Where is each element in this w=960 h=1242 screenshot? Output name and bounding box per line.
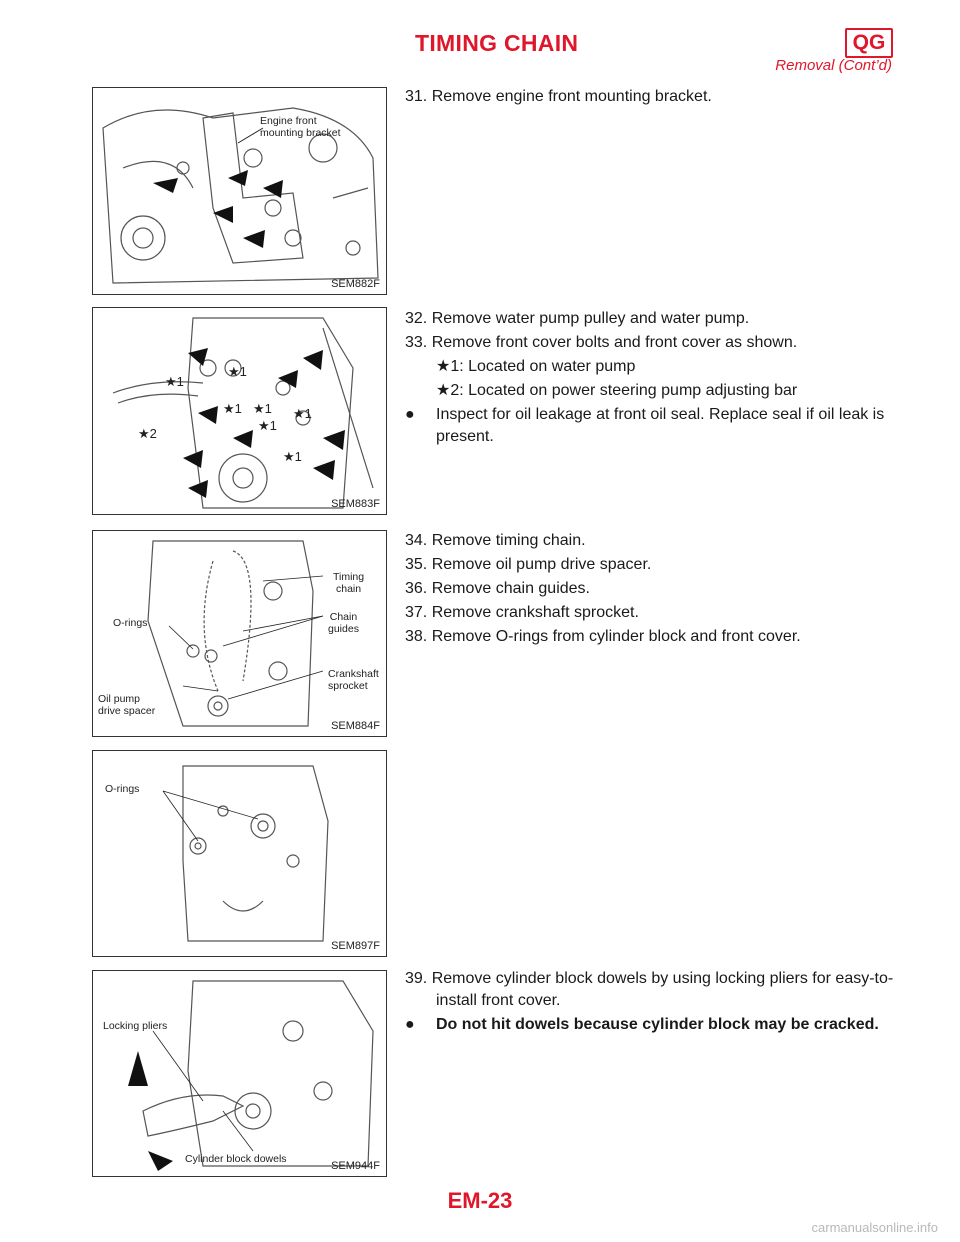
- label-o-rings: O-rings: [105, 783, 140, 795]
- label-star1-a: ★1: [165, 374, 184, 389]
- page-number: EM-23: [447, 1188, 513, 1213]
- engine-bracket-illustration: [93, 88, 386, 294]
- step-31: 31. Remove engine front mounting bracket.: [405, 88, 712, 105]
- label-star1-d: ★1: [253, 401, 272, 416]
- label-star2: ★2: [138, 426, 157, 441]
- step-33-note-1: ★1: Located on water pump: [436, 358, 636, 375]
- label-crankshaft-sprocket: Crankshaft sprocket: [328, 668, 379, 692]
- steps-34-38: [405, 530, 895, 650]
- figure-front-cover-bolts: [92, 307, 387, 515]
- label-chain-guides: Chain guides: [328, 611, 359, 635]
- figure-code: SEM884F: [331, 720, 380, 732]
- cylinder-block-illustration: [93, 751, 386, 956]
- step-39: 39. Remove cylinder block dowels by using locking pliers for easy-to-install front cover.: [405, 970, 894, 1009]
- steps-31: [405, 86, 895, 110]
- label-engine-front-mounting-bracket: Engine front mounting bracket: [260, 115, 341, 139]
- figure-timing-chain: [92, 530, 387, 737]
- engine-code-badge: QG: [845, 28, 893, 58]
- label-o-rings: O-rings: [113, 617, 148, 629]
- label-star1-e: ★1: [293, 406, 312, 421]
- label-star1-f: ★1: [258, 418, 277, 433]
- figure-code: SEM882F: [331, 278, 380, 290]
- watermark: carmanualsonline.info: [811, 1220, 938, 1235]
- step-33-bullet-text: Inspect for oil leakage at front oil seal. Replace seal if oil leak is present.: [436, 406, 885, 445]
- step-36: 36. Remove chain guides.: [405, 580, 590, 597]
- label-star1-c: ★1: [223, 401, 242, 416]
- page-subtitle: Removal (Cont’d): [775, 57, 892, 74]
- step-37: 37. Remove crankshaft sprocket.: [405, 604, 639, 621]
- figure-o-rings: [92, 750, 387, 957]
- figure-code: SEM897F: [331, 940, 380, 952]
- step-38: 38. Remove O-rings from cylinder block and front cover.: [405, 628, 801, 645]
- step-35: 35. Remove oil pump drive spacer.: [405, 556, 652, 573]
- step-33-note-2: ★2: Located on power steering pump adjusting bar: [436, 382, 798, 399]
- locking-pliers-illustration: [93, 971, 386, 1176]
- label-oil-pump-drive-spacer: Oil pump drive spacer: [98, 693, 156, 717]
- page-title: TIMING CHAIN: [415, 30, 579, 56]
- step-33-bullet: ● Inspect for oil leakage at front oil seal. Replace seal if oil leak is present.: [405, 406, 885, 445]
- step-39-bullet: ● Do not hit dowels because cylinder block may be cracked.: [405, 1016, 879, 1033]
- label-star1-g: ★1: [283, 449, 302, 464]
- step-34: 34. Remove timing chain.: [405, 532, 586, 549]
- figure-code: SEM944F: [331, 1160, 380, 1172]
- figure-locking-pliers: [92, 970, 387, 1177]
- step-33: 33. Remove front cover bolts and front cover as shown.: [405, 334, 798, 351]
- label-star1-b: ★1: [228, 364, 247, 379]
- figure-engine-mounting-bracket: [92, 87, 387, 295]
- steps-32-33: [405, 308, 895, 450]
- figure-code: SEM883F: [331, 498, 380, 510]
- label-locking-pliers: Locking pliers: [103, 1020, 168, 1032]
- step-32: 32. Remove water pump pulley and water pump.: [405, 310, 750, 327]
- label-timing-chain: Timing chain: [333, 571, 365, 595]
- step-39-bullet-text: Do not hit dowels because cylinder block may be cracked.: [436, 1016, 879, 1033]
- label-cylinder-block-dowels: Cylinder block dowels: [185, 1153, 287, 1165]
- steps-39: [405, 968, 895, 1038]
